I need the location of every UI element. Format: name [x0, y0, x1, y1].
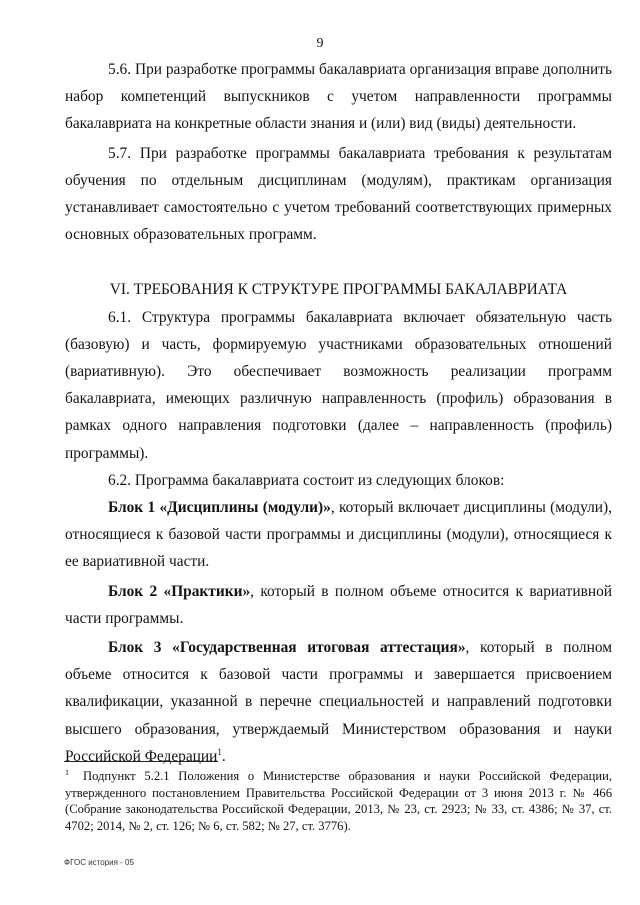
- paragraph-6-1: 6.1. Структура программы бакалавриата включает обязательную часть (базовую) и часть, формируемую участниками образовательных отношений (вариативную). Это обеспечивает возможность реализации программ бакалавриата, имеющих различную направленность (профиль) образования в рамках одного направления подготовки (далее – направленность (профиль) программы).: [65, 308, 612, 462]
- paragraph-5-6: 5.6. При разработке программы бакалавриата организация вправе дополнить набор компетенций выпускников с учетом направленности программы бакалавриата на конкретные области знания и (или) вид (виды) деятельности.: [65, 61, 612, 133]
- paragraph-6-2: 6.2. Программа бакалавриата состоит из следующих блоков:: [108, 471, 505, 489]
- page-number: 9: [316, 36, 324, 51]
- footnote-divider: [64, 761, 218, 762]
- footnote: [65, 768, 612, 834]
- block-2-title: Блок 2 «Практики»: [108, 582, 251, 600]
- block-3-text: , который в полном объеме относится к базовой части программы и завершается присвоением квалификации, указанной в перечне специальностей и направлений подготовки высшего образования, утверждаемый Министерством образования и науки Российской Федерации: [65, 639, 612, 765]
- paragraph-block-2: [65, 578, 612, 632]
- block-3-title: Блок 3 «Государственная итоговая аттестация»: [108, 639, 466, 657]
- footnote-text: Подпункт 5.2.1 Положения о Министерстве образования и науки Российской Федерации, утвержденного постановлением Правительства Российской Федерации от 3 июня 2013 г. № 466 (Собрание законодательства Российской Федерации, 2013, № 23, ст. 2923; № 33, ст. 4386; № 37, ст. 4702; 2014, № 2, ст. 126; № 6, ст. 582; № 27, ст. 3776).: [65, 769, 612, 833]
- document-footer-code: ФГОС история - 05: [64, 858, 134, 867]
- footnote-marker: 1: [65, 767, 69, 777]
- block-1-text: , который включает дисциплины (модули), относящиеся к базовой части программы и дисциплины (модули), относящиеся к ее вариативной части.: [65, 499, 612, 571]
- paragraph-block-3: [65, 634, 612, 770]
- paragraph-block-1: [65, 494, 612, 576]
- block-3-end: .: [221, 747, 226, 765]
- block-1-title: Блок 1 «Дисциплины (модули)»: [108, 499, 331, 517]
- paragraph-5-7: 5.7. При разработке программы бакалавриата требования к результатам обучения по отдельным дисциплинам (модулям), практикам организация устанавливает самостоятельно с учетом требований соответствующих примерных основных образовательных программ.: [65, 144, 612, 244]
- document-body: [65, 56, 612, 770]
- block-2-text: , который в полном объеме относится к вариативной части программы.: [65, 582, 612, 627]
- section-heading: VI. ТРЕБОВАНИЯ К СТРУКТУРЕ ПРОГРАММЫ БАКАЛАВРИАТА: [109, 281, 568, 299]
- footnote-reference[interactable]: 1: [217, 746, 222, 757]
